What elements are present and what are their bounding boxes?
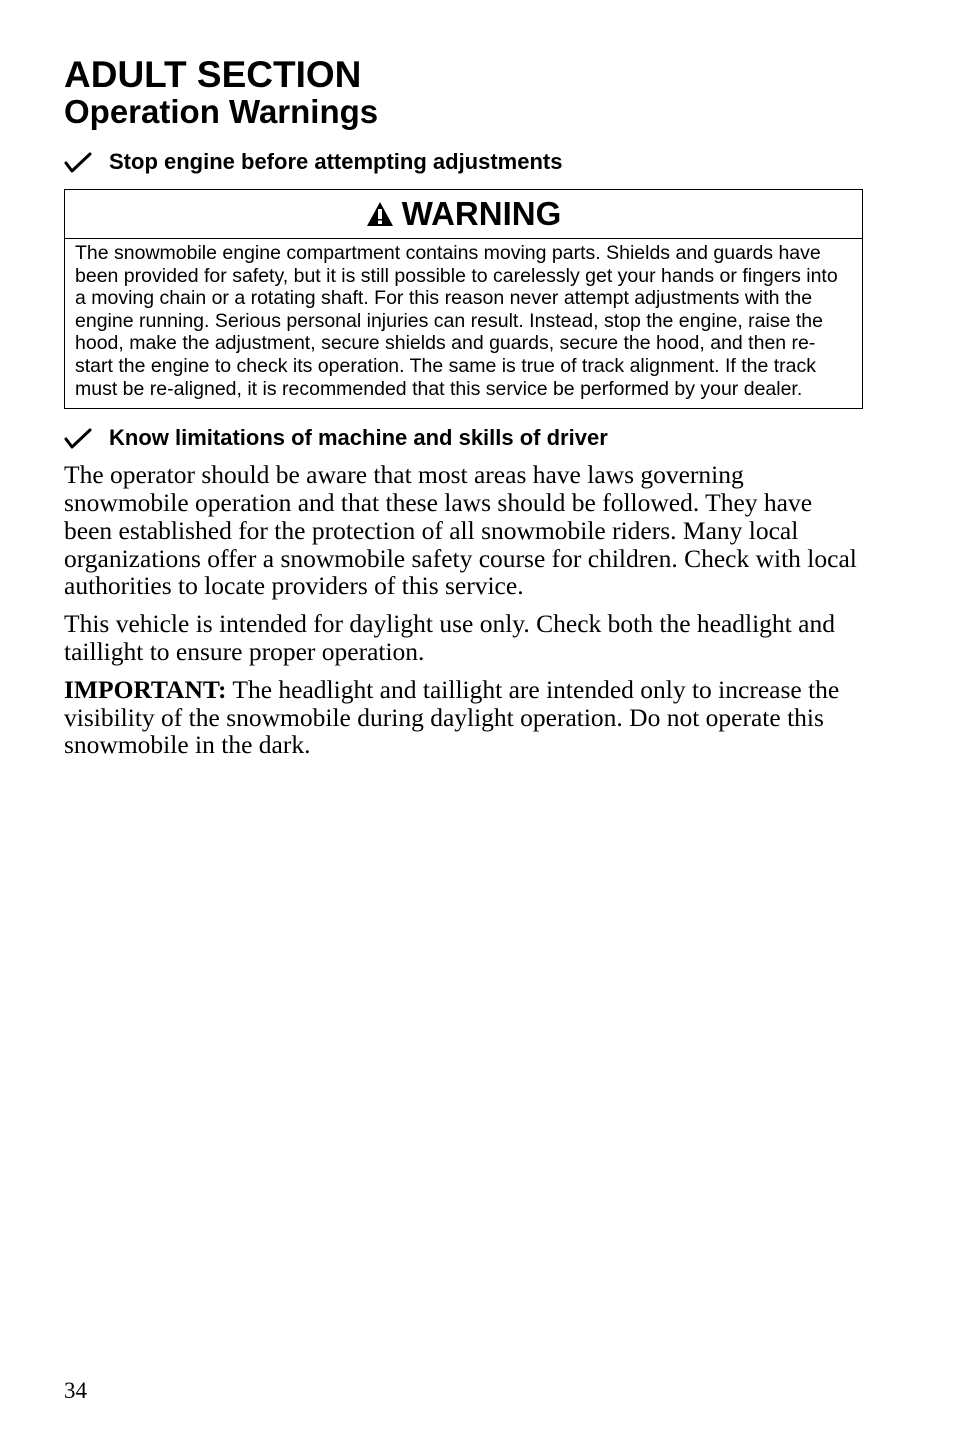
checkmark-icon: [64, 151, 92, 173]
warning-body: The snowmobile engine compartment contains moving parts. Shields and guards have been provided for safety, but it is still possible to carelessly get your hands or fingers into a moving chain or a rotating shaft. For this reason never attempt adjustments with the engine running. Serious personal injuries can result. Instead, stop the engine, raise the hood, make the adjustment, secure shields and guards, secure the hood, and then re-start the engine to check its operation. The same is true of track alignment. If the track must be re-aligned, it is recommended that this service be performed by your dealer.: [75, 242, 838, 400]
warning-box: [64, 189, 863, 409]
important-label: IMPORTANT:: [64, 674, 227, 704]
paragraph-daylight: This vehicle is intended for daylight use only. Check both the headlight and taillight to ensure proper operation.: [64, 609, 835, 666]
section-title: ADULT SECTION: [64, 54, 362, 95]
paragraph-important: [64, 676, 864, 759]
check-heading-stop-engine: [64, 149, 864, 175]
important-text: The headlight and taillight are intended only to increase the visibility of the snowmobile during daylight operation. Do not operate this snowmobile in the dark.: [64, 674, 840, 760]
paragraph-laws: The operator should be aware that most areas have laws governing snowmobile operation and that these laws should be followed. They have been established for the protection of all snowmobile riders. Many local organizations offer a snowmobile safety course for children. Check with local authorities to locate providers of this service.: [64, 460, 857, 601]
warning-triangle-icon: [366, 201, 394, 227]
checkmark-icon: [64, 427, 92, 449]
check-heading-label: Stop engine before attempting adjustments: [109, 149, 563, 174]
check-heading-label: Know limitations of machine and skills of driver: [109, 425, 608, 451]
warning-title-text: WARNING: [401, 195, 562, 232]
page-content: [64, 56, 864, 759]
page-number: 34: [64, 1378, 87, 1403]
warning-title: [65, 190, 862, 239]
page-subtitle: Operation Warnings: [64, 93, 379, 130]
check-heading-know-limitations: [64, 425, 864, 451]
